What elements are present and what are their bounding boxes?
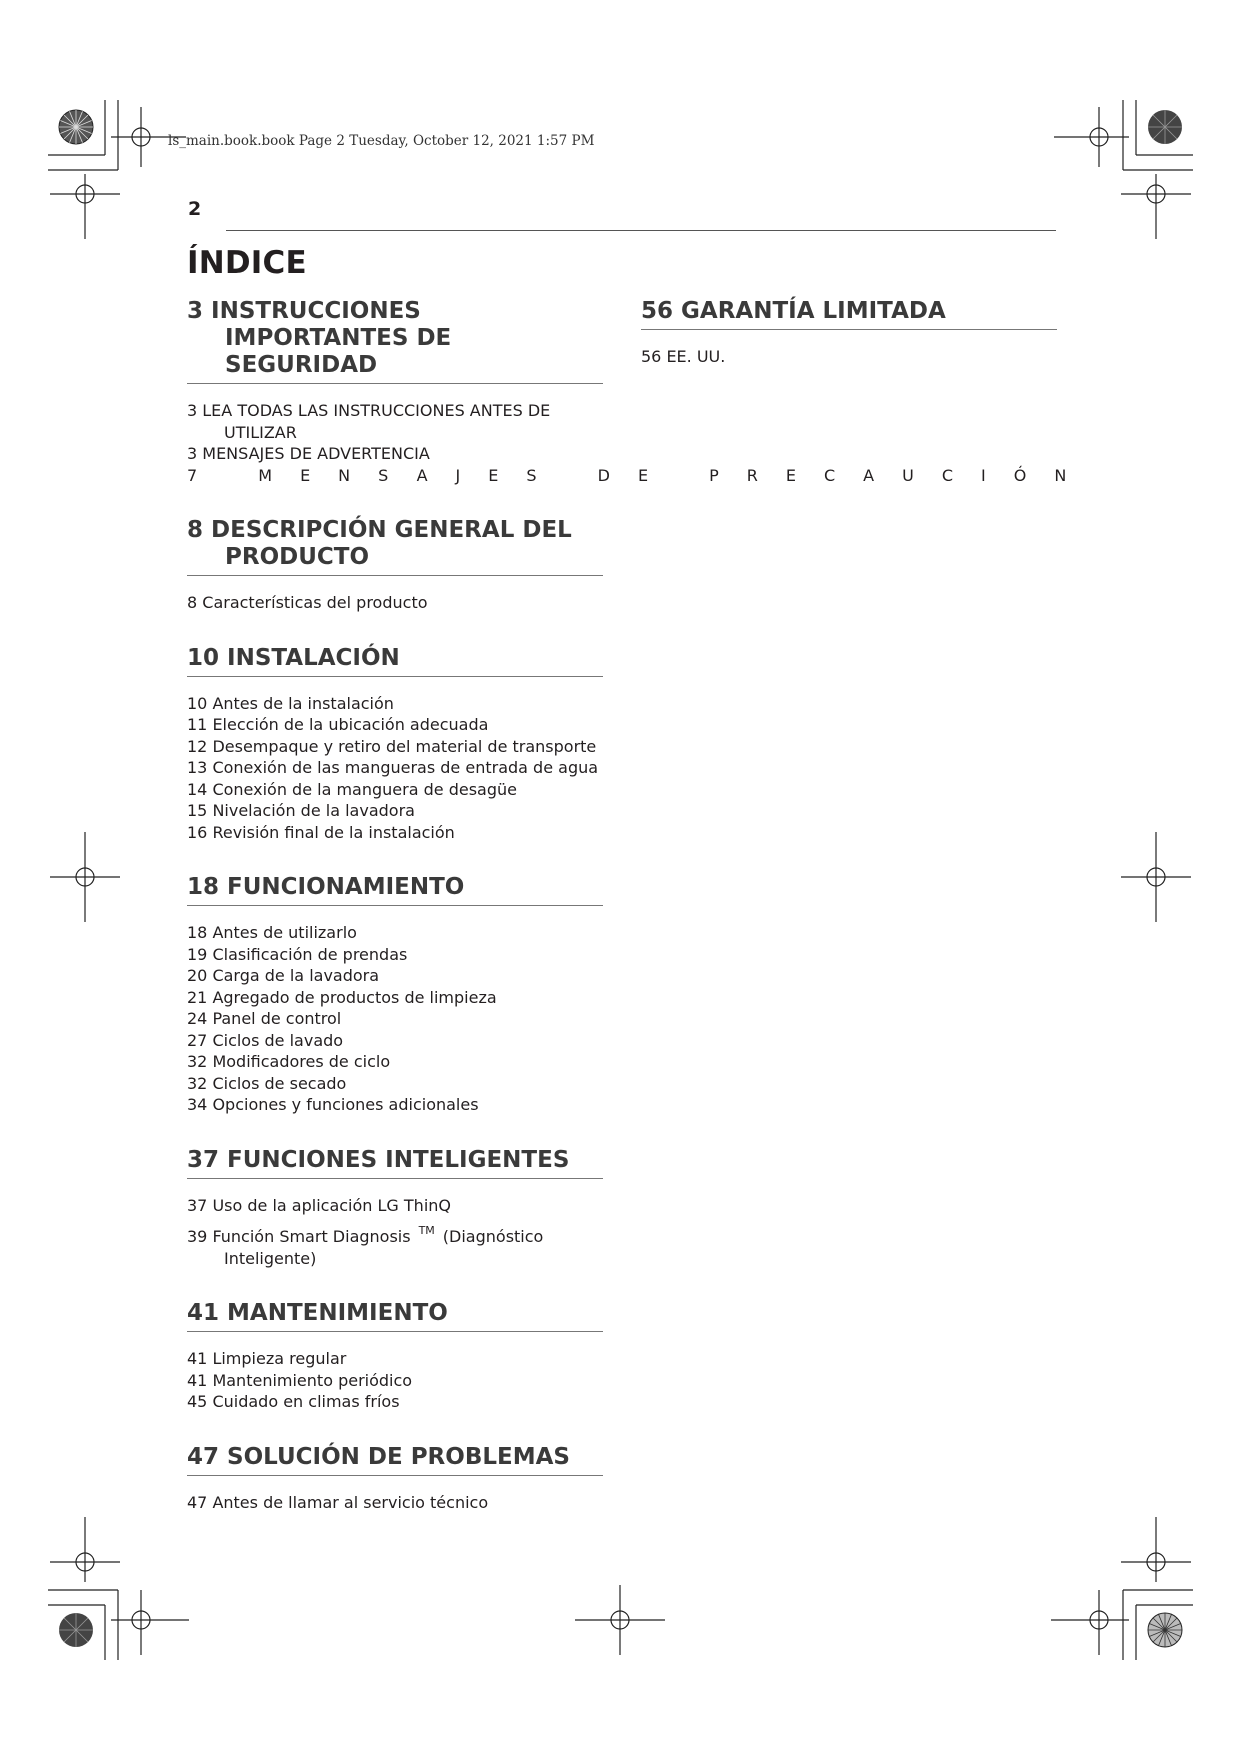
header-rule bbox=[226, 230, 1056, 231]
section-heading[interactable]: 18 FUNCIONAMIENTO bbox=[187, 874, 603, 906]
toc-entry[interactable]: 8 Características del producto bbox=[187, 593, 428, 612]
print-slug: ls_main.book.book Page 2 Tuesday, October 12, 2021 1:57 PM bbox=[168, 133, 595, 149]
toc-section bbox=[187, 1300, 603, 1413]
toc-entry[interactable]: 10 Antes de la instalación bbox=[187, 693, 394, 713]
toc-section bbox=[187, 1147, 603, 1270]
entry-text: (Diagnóstico Inteligente) bbox=[224, 1227, 544, 1268]
section-items bbox=[187, 1195, 603, 1270]
toc-entry[interactable]: 14 Conexión de la manguera de desagüe bbox=[187, 779, 517, 799]
page-number: 2 bbox=[188, 198, 202, 220]
toc-section bbox=[187, 874, 603, 1116]
toc-entry[interactable]: 7 MENSAJES DE PRECAUCIÓN bbox=[187, 465, 1095, 485]
toc-entry[interactable]: 32 Modificadores de ciclo bbox=[187, 1052, 391, 1071]
toc-entry-smart-diagnosis[interactable] bbox=[187, 1220, 603, 1269]
section-heading[interactable]: 10 INSTALACIÓN bbox=[187, 645, 603, 677]
section-heading[interactable]: 41 MANTENIMIENTO bbox=[187, 1300, 603, 1332]
toc-entry[interactable]: 45 Cuidado en climas fríos bbox=[187, 1392, 400, 1411]
section-items bbox=[187, 693, 603, 844]
toc-entry[interactable]: 37 Uso de la aplicación LG ThinQ bbox=[187, 1195, 451, 1215]
toc-entry[interactable]: 56 EE. UU. bbox=[641, 347, 726, 366]
toc-entry[interactable]: 16 Revisión final de la instalación bbox=[187, 822, 455, 842]
toc-entry[interactable]: 47 Antes de llamar al servicio técnico bbox=[187, 1492, 489, 1512]
toc-entry[interactable]: 20 Carga de la lavadora bbox=[187, 966, 380, 985]
toc-entry[interactable]: 19 Clasificación de prendas bbox=[187, 944, 408, 964]
toc-entry[interactable]: 21 Agregado de productos de limpieza bbox=[187, 987, 497, 1007]
toc-entry[interactable]: 3 LEA TODAS LAS INSTRUCCIONES ANTES DE UTILIZAR bbox=[187, 401, 551, 442]
toc-entry[interactable]: 41 Limpieza regular bbox=[187, 1349, 347, 1368]
trademark-mark: TM bbox=[418, 1224, 435, 1237]
section-items bbox=[187, 592, 603, 614]
section-heading[interactable]: 37 FUNCIONES INTELIGENTES bbox=[187, 1147, 603, 1179]
toc-entry[interactable]: 24 Panel de control bbox=[187, 1009, 342, 1028]
toc-entry[interactable]: 34 Opciones y funciones adicionales bbox=[187, 1095, 479, 1114]
toc-section bbox=[187, 645, 603, 844]
section-items bbox=[641, 346, 1057, 368]
toc-entry[interactable]: 15 Nivelación de la lavadora bbox=[187, 801, 415, 820]
entry-text: 39 Función Smart Diagnosis bbox=[187, 1227, 411, 1246]
section-heading[interactable]: 47 SOLUCIÓN DE PROBLEMAS bbox=[187, 1444, 603, 1476]
section-heading[interactable]: 8 DESCRIPCIÓN GENERAL DEL PRODUCTO bbox=[187, 517, 603, 576]
section-heading[interactable]: 56 GARANTÍA LIMITADA bbox=[641, 298, 1057, 330]
toc-entry[interactable]: 11 Elección de la ubicación adecuada bbox=[187, 715, 489, 734]
page-title: ÍNDICE bbox=[187, 245, 307, 281]
toc-right-column bbox=[641, 298, 1057, 399]
toc-entry[interactable]: 27 Ciclos de lavado bbox=[187, 1030, 344, 1050]
section-heading[interactable]: 3 INSTRUCCIONES IMPORTANTES DE SEGURIDAD bbox=[187, 298, 603, 384]
toc-section bbox=[187, 517, 603, 614]
section-items bbox=[187, 1492, 603, 1514]
toc-entry[interactable]: 41 Mantenimiento periódico bbox=[187, 1370, 413, 1390]
toc-section bbox=[641, 298, 1057, 368]
section-items bbox=[187, 1348, 603, 1413]
toc-entry[interactable]: 18 Antes de utilizarlo bbox=[187, 923, 357, 942]
toc-entry[interactable]: 32 Ciclos de secado bbox=[187, 1073, 347, 1093]
section-items bbox=[187, 400, 1095, 486]
toc-section bbox=[187, 1444, 603, 1514]
toc-entry[interactable]: 3 MENSAJES DE ADVERTENCIA bbox=[187, 444, 430, 463]
toc-entry[interactable]: 12 Desempaque y retiro del material de transporte bbox=[187, 736, 597, 756]
section-items bbox=[187, 922, 603, 1116]
toc-entry[interactable]: 13 Conexión de las mangueras de entrada de agua bbox=[187, 758, 599, 777]
